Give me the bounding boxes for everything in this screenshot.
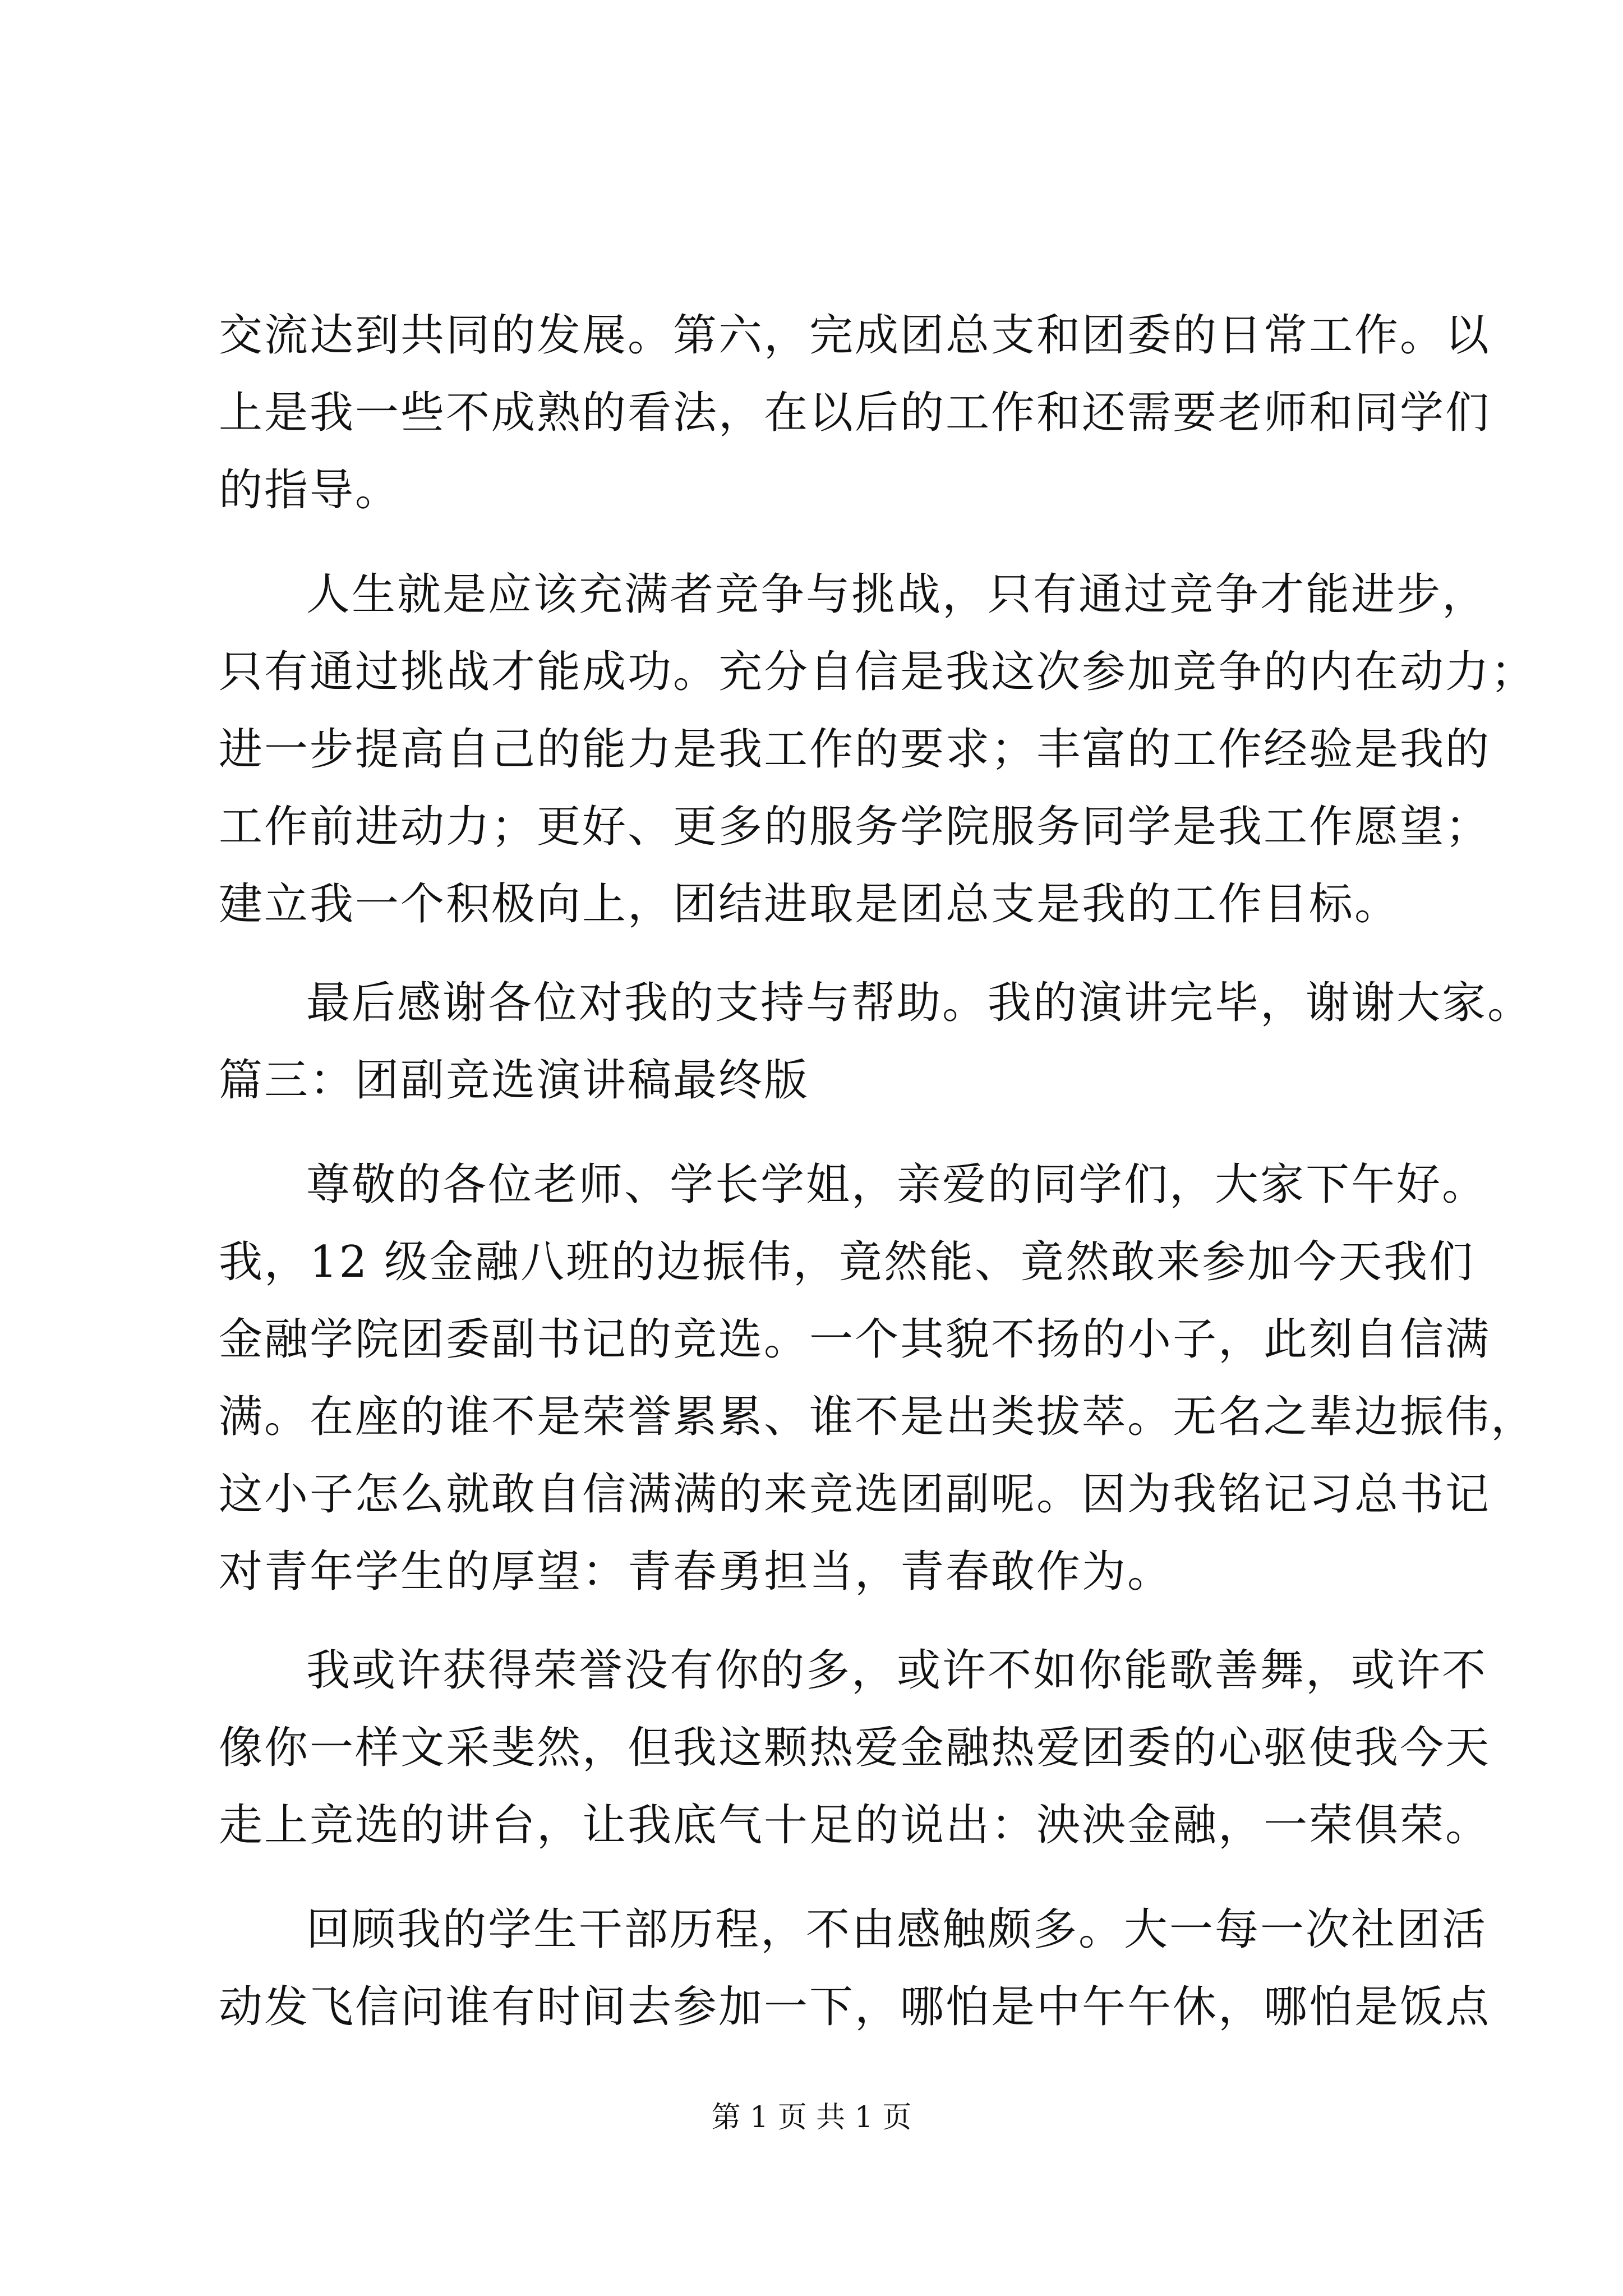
text-line: 尊敬的各位老师、学长学姐，亲爱的同学们，大家下午好。 (306, 1159, 1488, 1210)
text-line: 我，12 级金融八班的边振伟，竟然能、竟然敢来参加今天我们 (219, 1237, 1475, 1287)
text-line: 满。在座的谁不是荣誉累累、谁不是出类拔萃。无名之辈边振伟， (219, 1392, 1537, 1442)
text-line: 最后感谢各位对我的支持与帮助。我的演讲完毕，谢谢大家。 (306, 978, 1533, 1028)
text-line: 建立我一个积极向上，团结进取是团总支是我的工作目标。 (219, 879, 1400, 930)
text-line: 上是我一些不成熟的看法，在以后的工作和还需要老师和同学们 (219, 388, 1491, 438)
text-line: 像你一样文采斐然，但我这颗热爱金融热爱团委的心驱使我今天 (219, 1723, 1491, 1773)
section-heading: 篇三：团副竞选演讲稿最终版 (219, 1055, 810, 1106)
text-line: 进一步提高自己的能力是我工作的要求；丰富的工作经验是我的 (219, 724, 1491, 775)
page-footer: 第 1 页 共 1 页 (711, 2101, 912, 2134)
text-line: 回顾我的学生干部历程，不由感触颇多。大一每一次社团活 (306, 1904, 1488, 1955)
text-line: 的指导。 (219, 465, 401, 516)
text-line: 工作前进动力；更好、更多的服务学院服务同学是我工作愿望； (219, 802, 1491, 852)
text-line: 动发飞信问谁有时间去参加一下，哪怕是中午午休，哪怕是饭点 (219, 1982, 1491, 2032)
text-line: 对青年学生的厚望：青春勇担当，青春敢作为。 (219, 1547, 1173, 1597)
text-line: 金融学院团委副书记的竞选。一个其貌不扬的小子，此刻自信满 (219, 1314, 1491, 1365)
text-line: 交流达到共同的发展。第六，完成团总支和团委的日常工作。以 (219, 310, 1491, 361)
text-line: 这小子怎么就敢自信满满的来竞选团副呢。因为我铭记习总书记 (219, 1469, 1491, 1520)
text-line: 人生就是应该充满者竞争与挑战，只有通过竞争才能进步， (306, 569, 1488, 620)
text-line: 走上竞选的讲台，让我底气十足的说出：泱泱金融，一荣俱荣。 (219, 1800, 1491, 1851)
text-line: 我或许获得荣誉没有你的多，或许不如你能歌善舞，或许不 (306, 1645, 1488, 1696)
text-line: 只有通过挑战才能成功。充分自信是我这次参加竞争的内在动力； (219, 647, 1537, 697)
